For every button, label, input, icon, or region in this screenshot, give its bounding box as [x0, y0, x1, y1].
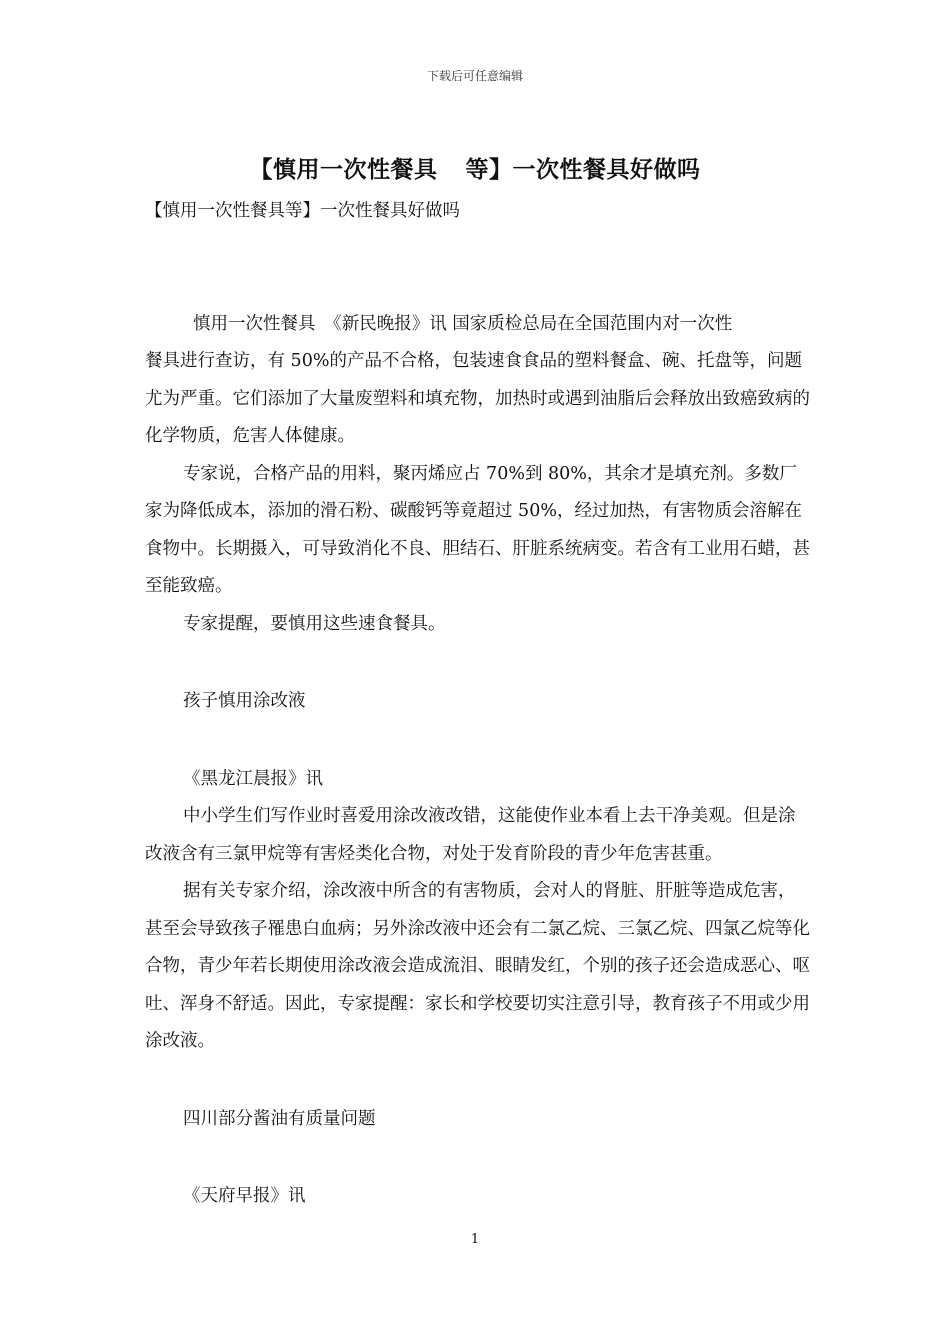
paragraph-3: 专家提醒，要慎用这些速食餐具。	[183, 613, 446, 634]
source-tianfu-morning-news: 《天府早报》讯	[183, 1186, 306, 1206]
source-heilongjiang-morning-news: 《黑龙江晨报》讯	[183, 768, 323, 789]
document-title	[0, 151, 950, 184]
section-heading-correction-fluid: 孩子慎用涂改液	[183, 691, 306, 711]
title-part-2: 等】一次性餐具好做吗	[465, 156, 701, 183]
paragraph-2: 专家说，合格产品的用料，聚丙烯应占 70%到 80%，其余才是填充剂。多数厂家为降低成本，添加的滑石粉、碳酸钙等竟超过 50%，经过加热，有害物质会溶解在食物中。长期摄入，可导致消化不良、胆结石、肝脏系统病变。若含有工业用石蜡，甚至能致癌。	[145, 463, 810, 596]
section-heading-soy-sauce: 四川部分酱油有质量问题	[183, 1108, 376, 1129]
subtitle: 【慎用一次性餐具等】一次性餐具好做吗	[145, 201, 460, 221]
header-note: 下载后可任意编辑	[426, 69, 523, 83]
paragraph-1: 餐具进行查访，有 50%的产品不合格，包装速食食品的塑料餐盒、碗、托盘等，问题尤为严重。它们添加了大量废塑料和填充物，加热时或遇到油脂后会释放出致癌致病的化学物质，危害人体健康。	[145, 351, 810, 446]
paragraph-4: 中小学生们写作业时喜爱用涂改液改错，这能使作业本看上去干净美观。但是涂改液含有三氯甲烷等有害烃类化合物，对处于发育阶段的青少年危害甚重。	[145, 806, 796, 864]
paragraph-1-first-line: 慎用一次性餐具 《新民晚报》讯 国家质检总局在全国范围内对一次性	[193, 313, 733, 334]
paragraph-5: 据有关专家介绍，涂改液中所含的有害物质，会对人的肾脏、肝脏等造成危害，甚至会导致孩子罹患白血病；另外涂改液中还会有二氯乙烷、三氯乙烷、四氯乙烷等化合物，青少年若长期使用涂改液会造成流泪、眼睛发红，个别的孩子还会造成恶心、呕吐、浑身不舒适。因此，专家提醒：家长和学校要切实注意引导，教育孩子不用或少用涂改液。	[145, 881, 810, 1051]
document-body	[145, 193, 811, 1216]
title-part-1: 【慎用一次性餐具	[249, 156, 438, 183]
page-number: 1	[470, 1232, 480, 1247]
